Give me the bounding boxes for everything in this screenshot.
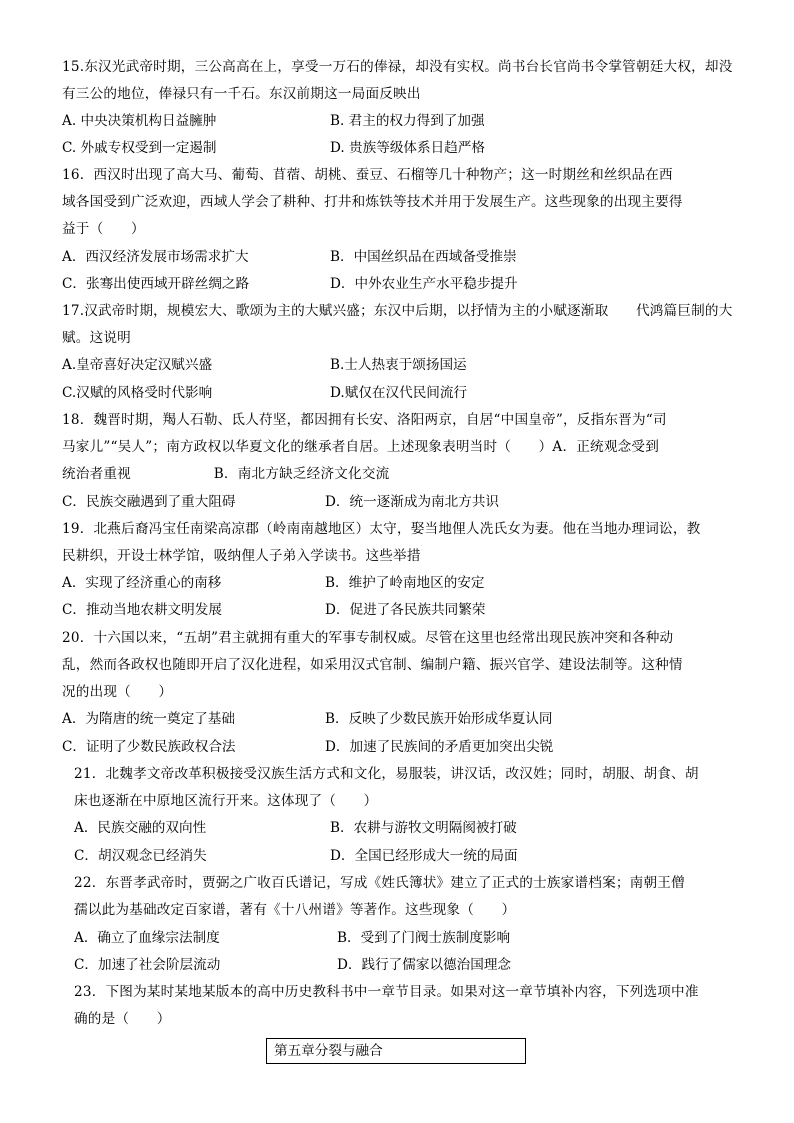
q20-stem-line-1: 20．十六国以来，“五胡”君主就拥有重大的军事专制权威。尽管在这里也经常出现民族冲突和各种动: [62, 630, 674, 646]
q21-option-d: D．全国已经形成大一统的局面: [330, 848, 518, 864]
q20-stem-line-3: 况的出现（ ）: [62, 684, 173, 700]
q20-option-b: B．反映了少数民族开始形成华夏认同: [325, 711, 553, 727]
q16-stem-line-2: 域各国受到广泛欢迎，西域人学会了耕种、打井和炼铁等技术并用于发展生产。这些现象的出现主要得: [62, 194, 683, 210]
q22-stem-line-2: 孺以此为基础改定百家谱，著有《十八州谱》等著作。这些现象（ ）: [74, 902, 516, 918]
q17-option-d: D.赋仅在汉代民间流行: [330, 385, 468, 401]
q15-option-d: D. 贵族等级体系日趋严格: [330, 140, 485, 156]
q20-stem-line-2: 乱，然而各政权也随即开启了汉化进程，如采用汉式官制、编制户籍、振兴官学、建设法制等。这种情: [62, 657, 683, 673]
q19-option-b: B．维护了岭南地区的安定: [325, 575, 485, 591]
q17-option-c: C.汉赋的风格受时代影响: [62, 385, 213, 401]
q17-stem-line-2: 赋。这说明: [62, 330, 131, 346]
q15-option-b: B. 君主的权力得到了加强: [330, 113, 485, 129]
q17-option-a: A.皇帝喜好决定汉赋兴盛: [62, 357, 213, 373]
q19-option-c: C．推动当地农耕文明发展: [62, 602, 222, 618]
q18-option-d: D．统一逐渐成为南北方共识: [325, 494, 500, 510]
q22-stem-line-1: 22．东晋孝武帝时，贾弼之广收百氏谱记，写成《姓氏簿状》建立了正式的士族家谱档案；南朝王僧: [74, 875, 685, 891]
q20-option-c: C．证明了少数民族政权合法: [62, 739, 236, 755]
q21-option-a: A．民族交融的双向性: [74, 820, 207, 836]
chapter-title: 第五章分裂与融合: [274, 1043, 383, 1059]
q21-stem-line-1: 21．北魏孝文帝改革积极接受汉族生活方式和文化，易服装，讲汉话，改汉姓；同时，胡服、胡食、胡: [74, 766, 699, 782]
q15-stem-line-1: 15.东汉光武帝时期，三公高高在上，享受一万石的俸禄，却没有实权。尚书台长官尚书令掌管朝廷大权，却没: [62, 59, 733, 75]
q18-stem-line-3: 统治者重视 B．南北方缺乏经济文化交流: [62, 466, 390, 482]
q21-stem-line-2: 床也逐渐在中原地区流行开来。这体现了（ ）: [74, 793, 378, 809]
q16-option-d: D．中外农业生产水平稳步提升: [330, 276, 518, 292]
q21-option-b: B．农耕与游牧文明隔阂被打破: [330, 820, 517, 836]
q20-option-d: D．加速了民族间的矛盾更加突出尖锐: [325, 739, 554, 755]
q18-option-c: C．民族交融遇到了重大阻碍: [62, 494, 236, 510]
q22-option-c: C．加速了社会阶层流动: [74, 957, 221, 973]
q16-option-c: C．张骞出使西域开辟丝绸之路: [62, 276, 250, 292]
chapter-title-box: [266, 1038, 526, 1064]
q15-option-c: C. 外戚专权受到一定遏制: [62, 140, 217, 156]
q16-stem-line-3: 益于（ ）: [62, 221, 145, 237]
q15-option-a: A. 中央决策机构日益臃肿: [62, 113, 217, 129]
q19-stem-line-2: 民耕织，开设士林学馆，吸纳俚人子弟入学读书。这些举措: [62, 548, 421, 564]
q22-option-b: B．受到了门阀士族制度影响: [337, 930, 511, 946]
q18-stem-line-1: 18．魏晋时期，羯人石勒、氐人苻坚，都因拥有长安、洛阳两京，自居“中国皇帝”，反指东晋为“司: [62, 412, 667, 428]
q19-stem-line-1: 19．北燕后裔冯宝任南梁高凉郡（岭南南越地区）太守，娶当地俚人冼氏女为妻。他在当地办理词讼，教: [62, 521, 701, 537]
q21-option-c: C．胡汉观念已经消失: [74, 848, 207, 864]
q15-stem-line-2: 有三公的地位，俸禄只有一千石。东汉前期这一局面反映出: [62, 86, 421, 102]
q22-option-a: A．确立了血缘宗法制度: [74, 930, 220, 946]
q22-option-d: D．践行了儒家以德治国理念: [337, 957, 512, 973]
q16-option-b: B．中国丝织品在西域备受推崇: [330, 249, 517, 265]
q16-stem-line-1: 16．西汉时出现了高大马、葡萄、苜蓿、胡桃、蚕豆、石榴等几十种物产；这一时期丝和丝织品在西: [62, 167, 673, 183]
q19-option-a: A．实现了经济重心的南移: [62, 575, 222, 591]
q23-stem-line-1: 23．下图为某时某地某版本的高中历史教科书中一章节目录。如果对这一章节填补内容，下列选项中准: [74, 984, 699, 1000]
q17-stem-line-1: 17.汉武帝时期，规模宏大、歌颂为主的大赋兴盛；东汉中后期，以抒情为主的小赋逐渐取 代鸿篇巨制的大: [62, 303, 733, 319]
q18-stem-line-2: 马家儿”“吴人”；南方政权以华夏文化的继承者自居。上述现象表明当时（ ）A．正统观念受到: [62, 439, 660, 455]
q16-option-a: A．西汉经济发展市场需求扩大: [62, 249, 249, 265]
q23-stem-line-2: 确的是（ ）: [74, 1011, 171, 1027]
q17-option-b: B.士人热衷于颂扬国运: [330, 357, 467, 373]
q20-option-a: A．为隋唐的统一奠定了基础: [62, 711, 235, 727]
q19-option-d: D．促进了各民族共同繁荣: [325, 602, 486, 618]
